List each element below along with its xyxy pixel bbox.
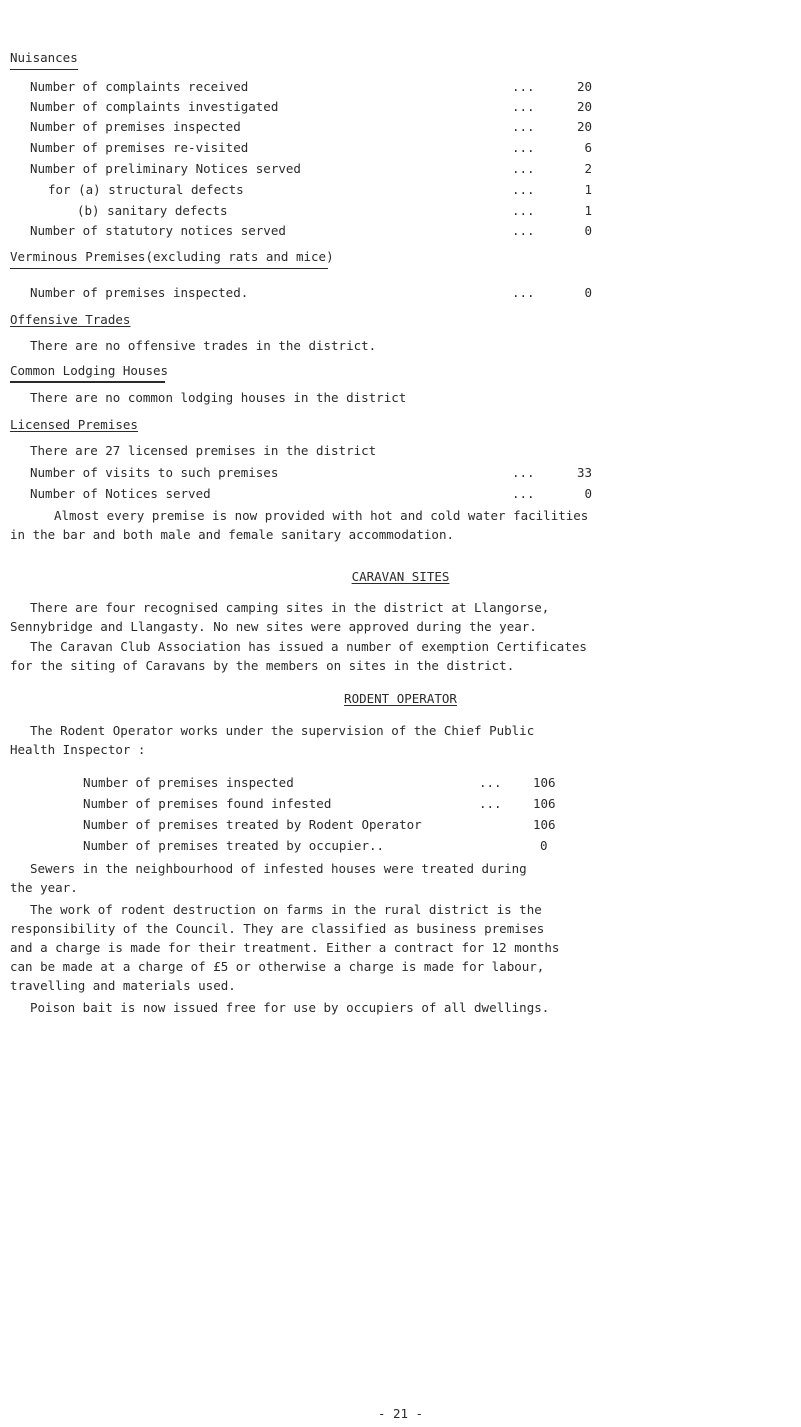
row-label: Number of premises treated by occupier.. [83, 838, 385, 853]
row-dots: ... [512, 486, 535, 501]
row-label: Number of premises treated by Rodent Operator [83, 817, 422, 832]
licensed-intro: There are 27 licensed premises in the district [30, 443, 377, 458]
rodent-work: can be made at a charge of £5 or otherwise a charge is made for labour, [10, 959, 545, 974]
row-value: 2 [584, 161, 592, 176]
row-value: 0 [584, 486, 592, 501]
row-value: 20 [576, 119, 592, 134]
section-title-offensive: Offensive Trades [10, 312, 131, 327]
row-label: Number of statutory notices served [30, 223, 286, 238]
section-title-lodging: Common Lodging Houses [10, 363, 169, 378]
row-value: 1 [584, 203, 592, 218]
row-value: 106 [533, 796, 556, 811]
row-dots: ... [512, 140, 535, 155]
section-title-verminous: Verminous Premises(excluding rats and mice) [10, 249, 334, 264]
row-label: Number of complaints received [30, 79, 249, 94]
lodging-text: There are no common lodging houses in the district [30, 390, 407, 405]
row-dots: ... [479, 775, 502, 790]
verminous-value: 0 [584, 285, 592, 300]
rodent-sewers: the year. [10, 880, 78, 895]
row-value: 20 [576, 79, 592, 94]
row-label: Number of premises re-visited [30, 140, 249, 155]
rodent-poison: Poison bait is now issued free for use by occupiers of all dwellings. [30, 1000, 550, 1015]
row-dots: ... [512, 182, 535, 197]
title-underline [10, 69, 78, 70]
caravan-line: Sennybridge and Llangasty. No new sites were approved during the year. [10, 619, 537, 634]
row-dots: ... [512, 465, 535, 480]
row-label: Number of visits to such premises [30, 465, 279, 480]
row-dots: ... [512, 99, 535, 114]
section-title-nuisances: Nuisances [10, 50, 78, 65]
section-title-caravan: CARAVAN SITES [351, 569, 450, 584]
row-dots: ... [512, 223, 535, 238]
row-value: 106 [533, 775, 556, 790]
title-underline [10, 268, 328, 269]
row-value: 33 [576, 465, 592, 480]
row-value: 106 [533, 817, 556, 832]
row-value: 0 [584, 223, 592, 238]
page-number: - 21 - [377, 1406, 424, 1421]
row-label: Number of premises inspected [83, 775, 294, 790]
row-label: Number of Notices served [30, 486, 211, 501]
caravan-line: There are four recognised camping sites in the district at Llangorse, [30, 600, 550, 615]
row-value: 1 [584, 182, 592, 197]
caravan-line: The Caravan Club Association has issued a number of exemption Certificates [30, 639, 587, 654]
section-title-rodent: RODENT OPERATOR [344, 691, 457, 706]
rodent-work: travelling and materials used. [10, 978, 236, 993]
rodent-work: responsibility of the Council. They are classified as business premises [10, 921, 545, 936]
row-label: Number of premises found infested [83, 796, 332, 811]
rodent-work: The work of rodent destruction on farms in the rural district is the [30, 902, 542, 917]
offensive-text: There are no offensive trades in the district. [30, 338, 377, 353]
licensed-para-line: Almost every premise is now provided with hot and cold water facilities [54, 508, 589, 523]
row-dots: ... [479, 796, 502, 811]
row-dots: ... [512, 203, 535, 218]
row-label: Number of complaints investigated [30, 99, 279, 114]
verminous-label: Number of premises inspected. [30, 285, 249, 300]
rodent-intro: The Rodent Operator works under the supervision of the Chief Public [30, 723, 535, 738]
row-dots: ... [512, 119, 535, 134]
title-underline [10, 381, 165, 383]
row-dots: ... [512, 79, 535, 94]
row-label: Number of premises inspected [30, 119, 241, 134]
row-label: Number of preliminary Notices served [30, 161, 301, 176]
row-value: 0 [540, 838, 548, 853]
row-dots: ... [512, 285, 535, 300]
row-value: 6 [584, 140, 592, 155]
row-dots: ... [512, 161, 535, 176]
rodent-sewers: Sewers in the neighbourhood of infested houses were treated during [30, 861, 527, 876]
licensed-para-line: in the bar and both male and female sanitary accommodation. [10, 527, 455, 542]
row-label: (b) sanitary defects [77, 203, 228, 218]
section-title-licensed: Licensed Premises [10, 417, 138, 432]
row-value: 20 [576, 99, 592, 114]
caravan-line: for the siting of Caravans by the members on sites in the district. [10, 658, 515, 673]
row-label: for (a) structural defects [48, 182, 244, 197]
rodent-work: and a charge is made for their treatment. Either a contract for 12 months [10, 940, 560, 955]
rodent-intro: Health Inspector : [10, 742, 146, 757]
